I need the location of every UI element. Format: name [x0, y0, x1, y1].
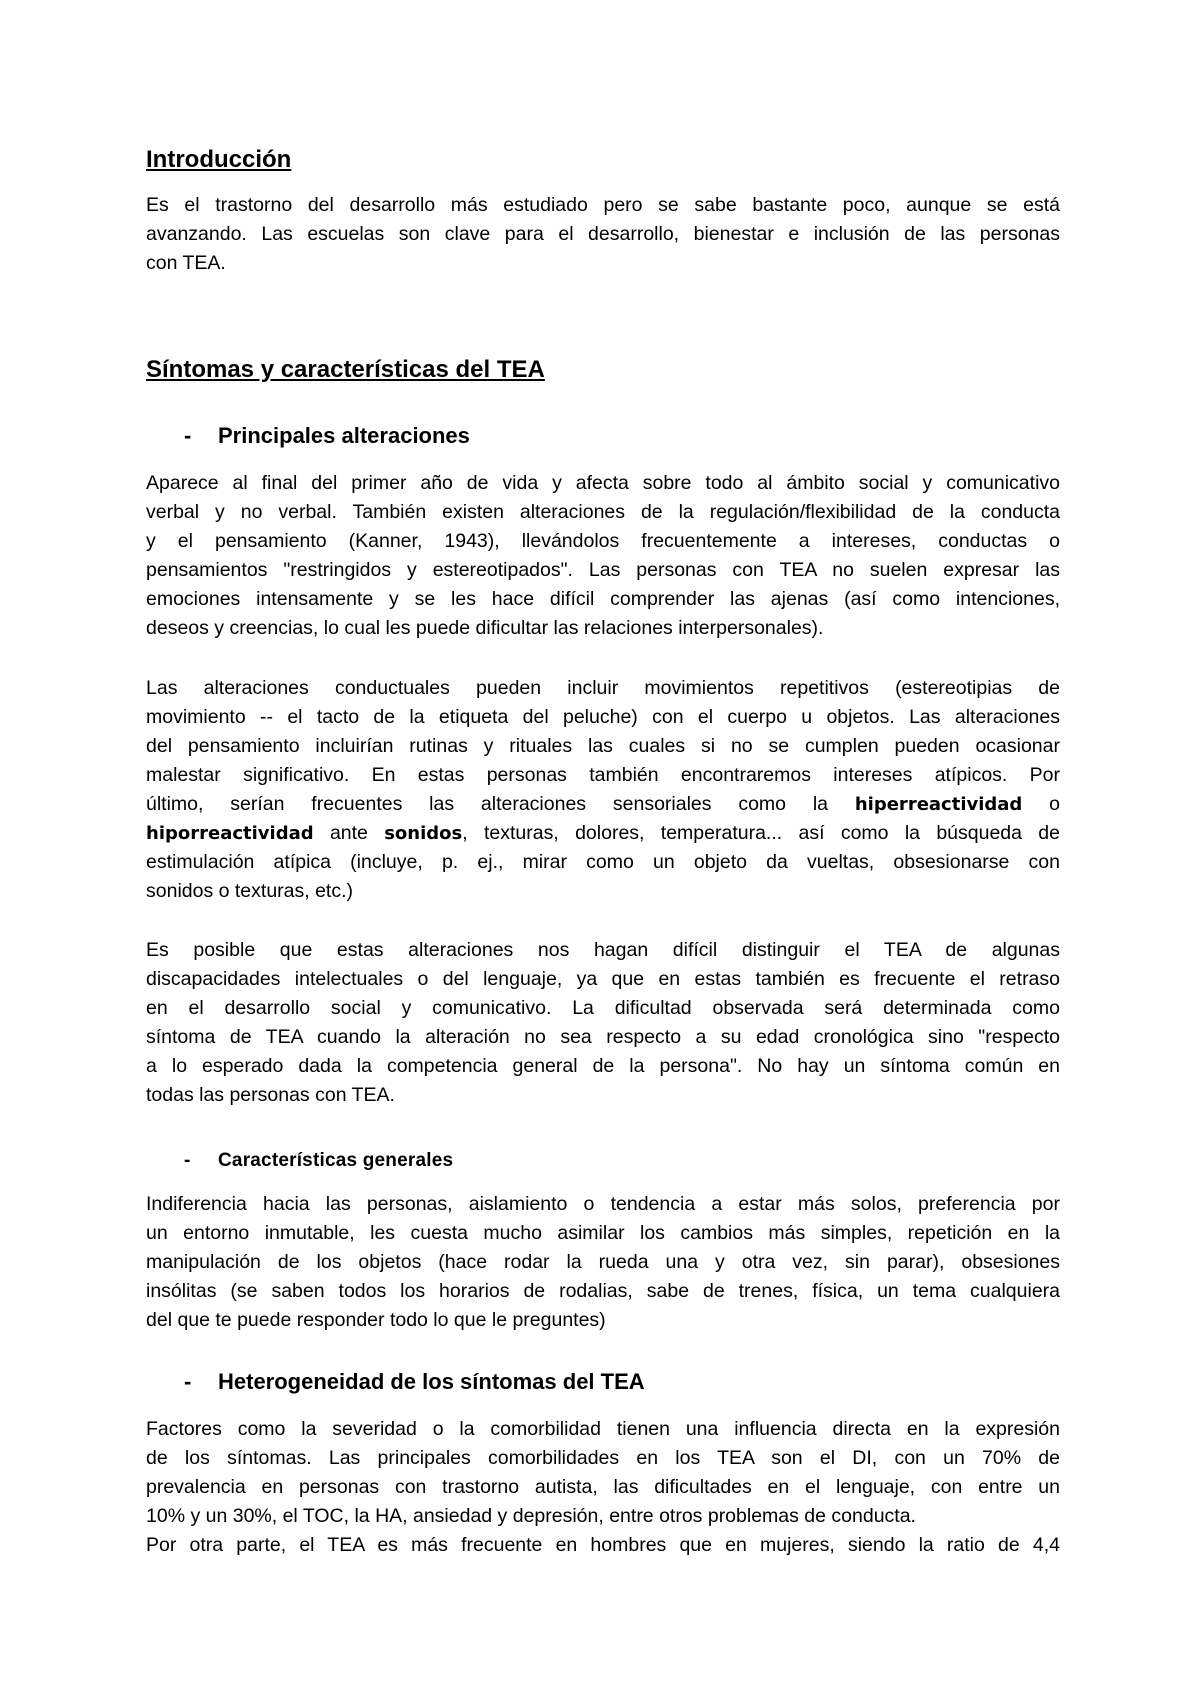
principales-paragraph-2 — [146, 674, 1060, 906]
intro-paragraph — [146, 191, 1060, 278]
intro-heading: Introducción — [146, 146, 292, 173]
line-text: último, serían frecuentes las alteraciones sensoriales como la — [146, 793, 829, 815]
bold-term-sonidos: sonidos — [384, 823, 463, 844]
paragraph-line: sonidos o texturas, etc.) — [146, 880, 354, 902]
paragraph-line: de los síntomas. Las principales comorbilidades en los TEA son el DI, con un 70% de — [146, 1447, 1060, 1469]
line-text: , texturas, dolores, temperatura... así como la búsqueda de — [462, 822, 1060, 844]
paragraph-line: del que te puede responder todo lo que le preguntes) — [146, 1309, 606, 1331]
paragraph-line: prevalencia en personas con trastorno autista, las dificultades en el lenguaje, con entre un — [146, 1476, 1060, 1498]
paragraph-line: Factores como la severidad o la comorbilidad tienen una influencia directa en la expresión — [146, 1418, 1060, 1440]
paragraph-line: discapacidades intelectuales o del lenguaje, ya que en estas también es frecuente el retraso — [146, 968, 1060, 990]
paragraph-line: malestar significativo. En estas personas también encontraremos intereses atípicos. Por — [146, 764, 1060, 786]
paragraph-line: un entorno inmutable, les cuesta mucho asimilar los cambios más simples, repetición en la — [146, 1222, 1060, 1244]
paragraph-line — [146, 819, 1060, 848]
line-text: ante — [329, 822, 368, 844]
paragraph-line: Es posible que estas alteraciones nos hagan difícil distinguir el TEA de algunas — [146, 939, 1060, 961]
subheading-heterogeneidad — [146, 1369, 645, 1395]
subheading-text: Características generales — [218, 1150, 454, 1171]
paragraph-line: movimiento -- el tacto de la etiqueta del peluche) con el cuerpo u objetos. Las alteraciones — [146, 706, 1060, 728]
heterogeneidad-paragraph — [146, 1415, 1060, 1560]
paragraph-line: deseos y creencias, lo cual les puede dificultar las relaciones interpersonales). — [146, 617, 824, 639]
paragraph-line: manipulación de los objetos (hace rodar la rueda una y otra vez, sin parar), obsesiones — [146, 1251, 1060, 1273]
paragraph-line: Es el trastorno del desarrollo más estudiado pero se sabe bastante poco, aunque se está — [146, 194, 1060, 216]
caracteristicas-paragraph — [146, 1190, 1060, 1335]
paragraph-line: avanzando. Las escuelas son clave para el desarrollo, bienestar e inclusión de las personas — [146, 223, 1060, 245]
paragraph-line: Las alteraciones conductuales pueden incluir movimientos repetitivos (estereotipias de — [146, 677, 1060, 699]
paragraph-line: con TEA. — [146, 252, 226, 274]
paragraph-line: del pensamiento incluirían rutinas y rituales las cuales si no se cumplen pueden ocasionar — [146, 735, 1060, 757]
subheading-text: Principales alteraciones — [218, 423, 470, 448]
paragraph-line: emociones intensamente y se les hace difícil comprender las ajenas (así como intenciones, — [146, 588, 1060, 610]
paragraph-line: y el pensamiento (Kanner, 1943), llevándolos frecuentemente a intereses, conductas o — [146, 530, 1060, 552]
line-text: o — [1049, 793, 1060, 815]
paragraph-line: pensamientos "restringidos y estereotipados". Las personas con TEA no suelen expresar las — [146, 559, 1060, 581]
bold-term-hiporreactividad: hiporreactividad — [146, 823, 314, 844]
paragraph-line: Aparece al final del primer año de vida y afecta sobre todo al ámbito social y comunicativo — [146, 472, 1060, 494]
bold-term-hiperreactividad: hiperreactividad — [854, 794, 1023, 815]
paragraph-line: Por otra parte, el TEA es más frecuente en hombres que en mujeres, siendo la ratio de 4,4 — [146, 1534, 1060, 1556]
paragraph-line — [146, 790, 1060, 819]
paragraph-line: a lo esperado dada la competencia general de la persona". No hay un síntoma común en — [146, 1055, 1060, 1077]
symptoms-heading: Síntomas y características del TEA — [146, 356, 545, 383]
bullet-dash: - — [184, 1150, 191, 1171]
principales-paragraph-1 — [146, 469, 1060, 643]
subheading-caracteristicas — [146, 1150, 453, 1172]
subheading-text: Heterogeneidad de los síntomas del TEA — [218, 1369, 645, 1394]
paragraph-line: Indiferencia hacia las personas, aislamiento o tendencia a estar más solos, preferencia por — [146, 1193, 1060, 1215]
paragraph-line: en el desarrollo social y comunicativo. La dificultad observada será determinada como — [146, 997, 1060, 1019]
paragraph-line: insólitas (se saben todos los horarios de rodalias, sabe de trenes, física, un tema cualquiera — [146, 1280, 1060, 1302]
bullet-dash: - — [184, 1369, 192, 1394]
paragraph-line: 10% y un 30%, el TOC, la HA, ansiedad y depresión, entre otros problemas de conducta. — [146, 1505, 916, 1527]
subheading-principales — [146, 423, 470, 449]
paragraph-line: todas las personas con TEA. — [146, 1084, 395, 1106]
principales-paragraph-3 — [146, 936, 1060, 1110]
paragraph-line: síntoma de TEA cuando la alteración no sea respecto a su edad cronológica sino "respecto — [146, 1026, 1060, 1048]
bullet-dash: - — [184, 423, 192, 448]
paragraph-line: estimulación atípica (incluye, p. ej., mirar como un objeto da vueltas, obsesionarse con — [146, 851, 1060, 873]
paragraph-line: verbal y no verbal. También existen alteraciones de la regulación/flexibilidad de la conducta — [146, 501, 1060, 523]
